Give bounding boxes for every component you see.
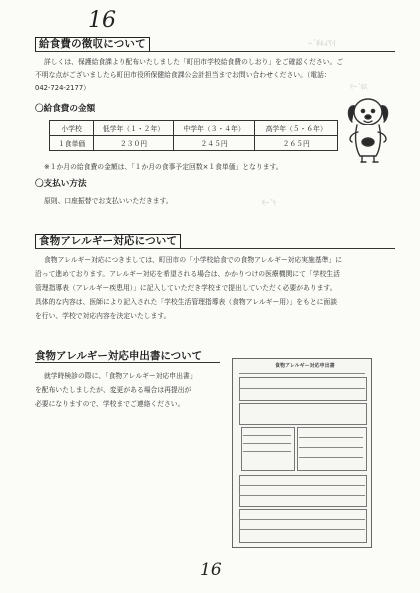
handwritten-page-number-top: 16 (88, 8, 116, 33)
form-field (239, 509, 367, 543)
paragraph-line: 就学時検診の際に、「食物アレルギー対応申出書」 (44, 372, 197, 380)
table-header-cell: 低学年（１・２年） (94, 121, 174, 136)
paragraph-line: を配布いたしましたが、変更がある場合は再提出が (35, 386, 192, 394)
paragraph-line: 食物アレルギー対応につきましては、町田市の「小学校給食での食物アレルギー対応実施基準」に (44, 256, 343, 264)
paragraph-line: 詳しくは、保護給食課より配布いたしました「町田市学校給食費のしおり」をご確認ください。ご (44, 58, 344, 66)
heading-school-lunch-fee: 給食費の徴収について (35, 37, 150, 52)
form-field (239, 403, 367, 425)
heading-food-allergy-response: 食物アレルギー対応について (35, 234, 181, 249)
table-row (50, 136, 338, 151)
bleed-through-mark: ﾄｱﾚﾙｷﾞｰ (308, 39, 336, 48)
form-line (299, 457, 363, 458)
paragraph-line: 042-724-2177） (35, 84, 90, 92)
table-row (50, 121, 338, 136)
form-line (299, 447, 363, 448)
form-line (239, 519, 365, 520)
heading-rule (35, 362, 220, 363)
heading-rule (35, 248, 395, 249)
form-line (239, 373, 365, 374)
heading-allergy-application-form: 食物アレルギー対応申出書について (35, 350, 203, 362)
table-header-cell: 中学年（３・４年） (173, 121, 255, 136)
table-header-cell: 小学校 (50, 121, 94, 136)
form-field (241, 427, 295, 471)
bleed-through-mark: ｽﾎﾟｰﾂ (350, 83, 368, 91)
handwritten-page-number-bottom: 16 (200, 560, 222, 580)
heading-rule (35, 51, 395, 52)
form-line (243, 451, 291, 452)
form-line (299, 437, 363, 438)
fee-table (49, 120, 338, 151)
fee-amount-title: 〇給食費の金額 (35, 104, 96, 114)
fee-note: ※１か月の給食費の金額は、「１か月の食事予定回数×１食単価」となります。 (44, 163, 283, 171)
bleed-through-mark: ﾃﾞｰﾀ (262, 199, 276, 207)
form-line (239, 495, 365, 496)
table-cell: ２６５円 (255, 136, 338, 151)
table-cell: ２３０円 (94, 136, 174, 151)
form-line (239, 485, 365, 486)
table-header-cell: 高学年（５・６年） (255, 121, 338, 136)
payment-method-title: 〇支払い方法 (35, 179, 87, 189)
payment-method-text: 原則、口座振替でお支払いいただきます。 (44, 197, 173, 205)
paragraph-line: 不明な点がございましたら町田市役所保健給食課公会計担当までお問い合わせください。（電話： (35, 71, 331, 79)
table-cell: １食単価 (50, 136, 94, 151)
form-line (239, 388, 365, 389)
paragraph-line: 管理指導表（アレルギー疾患用）」に記入していただき学校まで提出していただく必要があります。 (35, 284, 337, 292)
form-title: 食物アレルギー対応申出書 (275, 363, 335, 369)
form-field (239, 377, 367, 401)
form-line (239, 529, 365, 530)
form-line (243, 435, 291, 436)
allergy-form-thumbnail (232, 358, 372, 548)
paragraph-line: 沿って進めております。アレルギー対応を希望される場合は、かかりつけの医療機関にて「学校生活 (35, 270, 340, 278)
form-line (243, 443, 291, 444)
paragraph-line: 必要になりますので、学校までご連絡ください。 (35, 400, 185, 408)
dog-illustration (342, 92, 392, 164)
paragraph-line: 具体的な内容は、医師により記入された「学校生活管理指導表（食物アレルギー用）」をもとに面談 (35, 298, 338, 306)
form-field (239, 475, 367, 507)
table-cell: ２４５円 (173, 136, 255, 151)
paragraph-line: を行い、学校で対応内容を決定いたします。 (35, 312, 171, 320)
form-field (297, 427, 367, 471)
